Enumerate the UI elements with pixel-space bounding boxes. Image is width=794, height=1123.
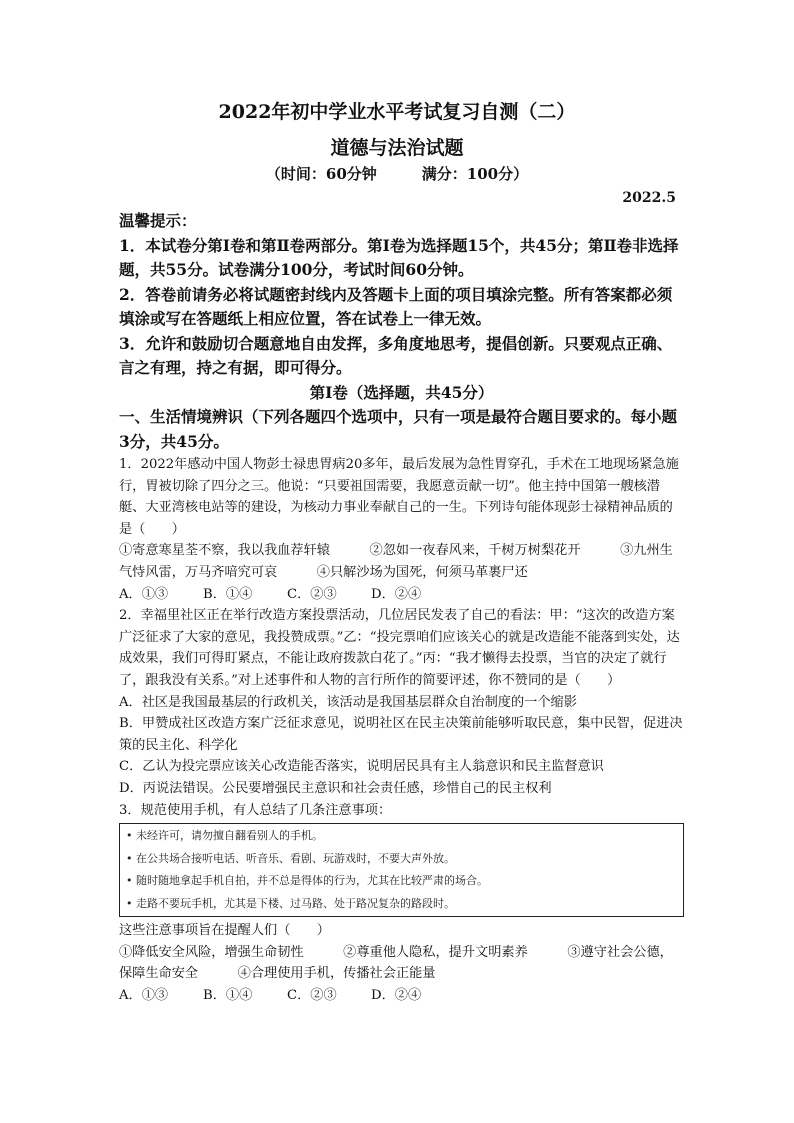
tip-item: • 随时随地拿起手机自拍，并不总是得体的行为，尤其在比较严肃的场合。 [126, 870, 677, 893]
question-1-statements: ①寄意寒星荃不察，我以我血荐轩辕 ②忽如一夜春风来，千树万树梨花开 ③九州生气恃风雷，万马齐喑究可哀 ④只解沙场为国死，何须马革裹尸还 [119, 543, 673, 580]
option-b: B．甲赞成社区改造方案广泛征求意见，说明社区在民主决策前能够听取民意，集中民智，促进决策的民主化、科学化 [119, 716, 683, 753]
option-b: B．①④ [203, 987, 253, 1003]
tip-item: • 走路不要玩手机，尤其是下楼、过马路、处于路况复杂的路段时。 [126, 893, 677, 916]
question-1-stem: 1．2022年感动中国人物彭士禄患胃病20多年，最后发展为急性胃穿孔，手术在工地现场紧急施行，胃被切除了四分之三。他说：“只要祖国需要，我愿意贡献一切”。他主持中国第一艘核潜艇、大亚湾核电站等的建设，为核动力事业奉献自己的一生。下列诗句能体现彭士禄精神品质的是（ ） [119, 457, 679, 537]
option-a: A．①③ [119, 987, 169, 1003]
tip-item: • 未经许可，请勿擅自翻看别人的手机。 [126, 825, 677, 848]
option-c: C．乙认为投完票应该关心改造能否落实，说明居民具有主人翁意识和民主监督意识 [119, 759, 604, 775]
exam-title: 2022年初中学业水平考试复习自测（二） [218, 101, 576, 123]
question-3-statements: ①降低安全风险，增强生命韧性 ②尊重他人隐私，提升文明素养 ③遵守社会公德，保障生命安全 ④合理使用手机，传播社会正能量 [119, 944, 673, 982]
question-3-options [119, 985, 684, 1007]
question-1-options [119, 584, 684, 606]
option-d: D．丙说法错误。公民要增强民主意识和社会责任感，珍惜自己的民主权利 [119, 780, 552, 796]
option-c: C．②③ [287, 987, 337, 1003]
option-d: D．②④ [371, 586, 422, 602]
exam-date: 2022.5 [622, 190, 676, 206]
question-2-stem: 2．幸福里社区正在举行改造方案投票活动，几位居民发表了自己的看法：甲：“这次的改造方案广泛征求了大家的意见，我投赞成票。”乙：“投完票咱们应该关心的就是改造能不能落到实处，达成效果，我们可得盯紧点，不能让政府拨款白花了。”丙：“我才懒得去投票，当官的决定了就行了，跟我没有关系。”对上述事件和人物的言行所作的简要评述，你不赞同的是（ ） [119, 608, 680, 688]
phone-tips-box [119, 823, 684, 917]
time-score-info: （时间：60分钟 满分：100分） [265, 165, 529, 183]
tip-item: • 在公共场合接听电话、听音乐、看剧、玩游戏时，不要大声外放。 [126, 848, 677, 871]
section-title: 第Ⅰ卷（选择题，共45分） [309, 382, 494, 402]
section-instruction: 一、生活情境辨识（下列各题四个选项中，只有一项是最符合题目要求的。每小题3分，共45分。 [119, 407, 678, 451]
option-c: C．②③ [287, 586, 337, 602]
option-a: A．①③ [119, 586, 169, 602]
option-d: D．②④ [371, 987, 422, 1003]
notice-item: 1．本试卷分第Ⅰ卷和第Ⅱ卷两部分。第Ⅰ卷为选择题15个，共45分；第Ⅱ卷非选择题，共55分。试卷满分100分，考试时间60分钟。 [119, 235, 679, 279]
notice-item: 2．答卷前请务必将试题密封线内及答题卡上面的项目填涂完整。所有答案都必须填涂或写在答题纸上相应位置，答在试卷上一律无效。 [119, 284, 673, 328]
notice-heading: 温馨提示： [119, 211, 197, 230]
notice-item: 3．允许和鼓励切合题意地自由发挥，多角度地思考，提倡创新。只要观点正确、言之有理，持之有据，即可得分。 [119, 333, 673, 377]
subject-title: 道德与法治试题 [330, 137, 464, 159]
question-3-question: 这些注意事项旨在提醒人们（ ） [119, 923, 330, 939]
option-b: B．①④ [203, 586, 253, 602]
question-3-stem: 3．规范使用手机，有人总结了几条注意事项： [119, 802, 392, 818]
exam-content [119, 209, 684, 1006]
option-a: A．社区是我国最基层的行政机关，该活动是我国基层群众自治制度的一个缩影 [119, 694, 577, 710]
